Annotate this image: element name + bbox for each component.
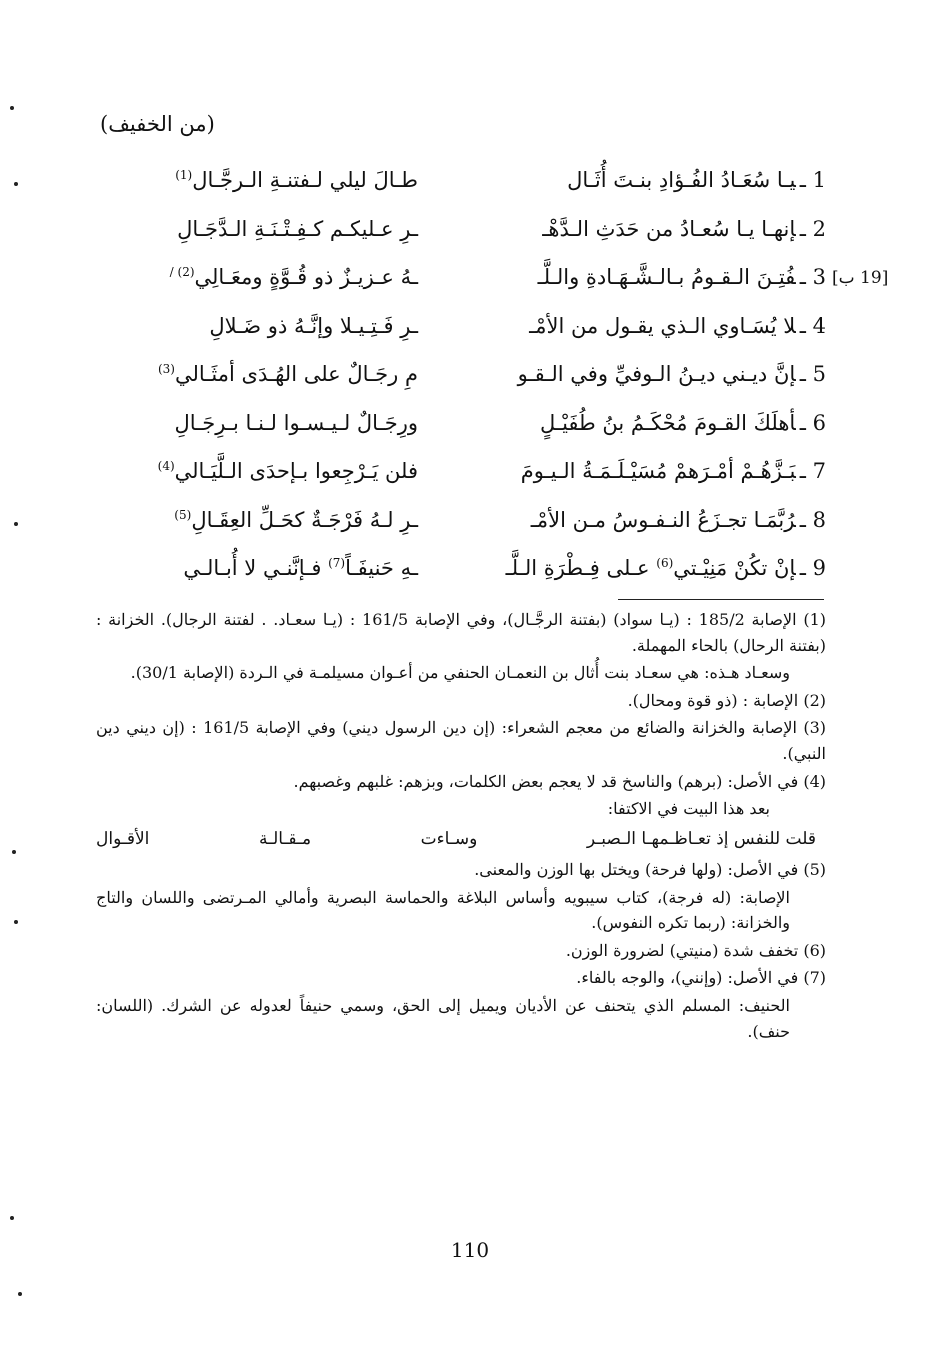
verse-number: 9 ـ — [799, 556, 826, 580]
footnote: (4) في الأصل: (برهم) والناسخ قد لا يعجم بعض الكلمات، وبزهم: غلبهم وغصبهم. — [293, 771, 826, 791]
quoted-verse-part: وسـاءت — [420, 828, 478, 849]
footnote-ref: (1) — [175, 168, 193, 182]
hemistich-text: ـرِ عـليكـم كـفِـتْـنَـةِ الـدَّجَـالِ — [177, 216, 418, 241]
verse-line — [98, 356, 826, 405]
first-hemistich — [466, 411, 826, 435]
hemistich-text: فلن يَـرْجِعوا بـإحدَى الـلَّيَـالي — [174, 459, 418, 483]
footnote: الحنيف: المسلم الذي يتحنف عن الأديان ويميل إلى الحق، وسمي حنيفاً لعدوله عن الشرك. (اللسان: حنف). — [96, 995, 791, 1041]
poem — [98, 162, 826, 599]
hemistich-text: يـا سُعَـادُ الفُـؤادِ بنـتَ أُثَـال — [567, 168, 796, 192]
footnote-ref: (4) — [157, 459, 175, 473]
footnote: (5) في الأصل: (ولها فرحة) ويختل بها الوزن والمعنى. — [474, 859, 826, 879]
scan-speck — [12, 850, 16, 854]
footnote: (6) تخفف شدة (منيتي) لضرورة الوزن. — [565, 940, 826, 960]
hemistich-text: ـهِ حَنيفَـاً — [345, 556, 418, 580]
verse-line — [98, 308, 826, 357]
footnote: (7) في الأصل: (وإنني)، والوجه بالفاء. — [576, 968, 826, 988]
first-hemistich — [466, 362, 826, 386]
hemistich-text: إنهـا يـا سُعـادُ من حَدَثِ الـدَّهْـ — [542, 216, 796, 241]
quoted-verse — [96, 826, 826, 853]
verse-line — [98, 502, 826, 551]
first-hemistich — [466, 217, 826, 241]
verse-number: 4 ـ — [799, 313, 826, 338]
second-hemistich — [98, 556, 418, 580]
hemistich-text: فـإنَّنـي لا أُبـالـي — [183, 556, 329, 580]
verse-number: 8 ـ — [799, 507, 826, 532]
verse-line — [98, 211, 826, 260]
verse-number: 1 ـ — [799, 168, 826, 192]
second-hemistich — [98, 314, 418, 338]
folio-marker: [19 ب] — [832, 268, 889, 288]
second-hemistich — [98, 217, 418, 241]
verse-line — [98, 162, 826, 211]
hemistich-text: ورِجَـالٌ لـيـسـوا لـنـا بـرِجَـالِ — [174, 410, 418, 435]
quoted-verse-part: مـقـالـة — [258, 828, 312, 849]
hemistich-text: رُبَّمَـا تجـزَعُ النـفـوسُ مـن الأمْـ — [530, 507, 796, 532]
first-hemistich — [466, 459, 826, 483]
hemistich-text: فُتِـنَ الـقـومُ بـالـشَّـهَـادةِ والـلَّـ — [537, 265, 796, 289]
second-hemistich — [98, 459, 418, 483]
scan-speck — [10, 106, 14, 110]
first-hemistich — [466, 556, 826, 580]
first-hemistich — [466, 168, 826, 192]
hemistich-text: بَـزَّهُـمْ أمْـرَهمْ مُسَيْـلَـمَـةُ الـيـومَ — [520, 459, 796, 483]
verse-line — [98, 550, 826, 599]
verse-line — [98, 405, 826, 454]
hemistich-text: عـلى فِـطْرَةِ الـلَّـ — [505, 556, 657, 580]
footnote: بعد هذا البيت في الاكتفا: — [607, 799, 770, 819]
verse-number: 2 ـ — [799, 216, 826, 241]
footnote: (3) الإصابة والخزانة والضائع من معجم الشعراء: (إن دين الرسول ديني) وفي الإصابة 161/5 : (إن ديني دين النبي). — [96, 718, 827, 763]
second-hemistich — [98, 411, 418, 435]
footnote-ref: (7) — [328, 556, 346, 570]
scan-speck — [10, 1216, 14, 1220]
footnote: (1) الإصابة 185/2 : (يـا سواد) (بفتنة الرجَّـال)، وفي الإصابة 161/5 : (يـا سعـاد. . لفتنة الرجال). الخزانة : (بفتنة الرحال) بالحاء المهملة. — [96, 610, 826, 655]
hemistich-text: ـرِ لـهُ فَرْجَـةٌ كحَـلِّ العِقَـالِ — [191, 507, 418, 532]
second-hemistich — [98, 168, 418, 192]
verse-number: 7 ـ — [799, 459, 826, 483]
footnote: وسعـاد هـذه: هي سعـاد بنت أُثال بن النعمـان الحنفي من أعـوان مسيلمـة في الـردة (الإصابة 30/1). — [130, 663, 790, 683]
scan-speck — [14, 182, 18, 186]
footnote: (2) الإصابة : (ذو قوة ومحال). — [627, 690, 826, 710]
scan-speck — [18, 1292, 22, 1296]
hemistich-text: لا يُسَـاوي الـذي يقـول من الأمْـ — [529, 313, 796, 338]
first-hemistich — [466, 508, 826, 532]
footnote-ref: (3) — [157, 362, 175, 376]
footnote-ref: (5) — [174, 507, 192, 522]
scan-speck — [14, 920, 18, 924]
page-number: 110 — [450, 1238, 490, 1262]
second-hemistich — [98, 362, 418, 386]
scan-speck — [14, 522, 18, 526]
footnote-ref: (6) — [656, 556, 674, 570]
hemistich-text: إنْ تكُنْ مَنِيْـتي — [673, 556, 796, 580]
hemistich-text: أهلَكَ القـومَ مُحْكَـمُ بنُ طُفَيْـلٍ — [540, 410, 796, 435]
footnote-rule — [618, 599, 824, 600]
verse-number: 3 ـ — [799, 265, 826, 289]
quoted-verse-part: قلت للنفس إذ تعـاظـمهـا الـصبـر — [586, 828, 816, 849]
verse-line — [98, 453, 826, 502]
hemistich-text: طـالَ ليلي لـفتنـةِ الـرجَّـال — [192, 168, 418, 192]
hemistich-text: مِ رجَـالٌ على الهُـدَى أمثَـالي — [174, 362, 418, 386]
footnote-ref: (2) / — [169, 265, 195, 279]
second-hemistich — [98, 265, 418, 289]
second-hemistich — [98, 508, 418, 532]
hemistich-text: ـهُ عـزيـزٌ ذو قُـوَّةٍ ومعَـالِي — [194, 265, 418, 289]
hemistich-text: إنَّ ديـني ديـنُ الـوفيِّ وفي الـقـو — [517, 362, 796, 386]
first-hemistich — [466, 265, 826, 289]
footnote: الإصابة: (له فرجة)، كتاب سيبويه وأساس البلاغة والحماسة البصرية وأمالي المـرتضى واللسان والتاج والخزانة: (ربما تكره النفوس). — [96, 887, 790, 933]
verse-number: 5 ـ — [799, 362, 826, 386]
verse-line — [98, 259, 826, 308]
meter-label: (من الخفيف) — [100, 112, 215, 136]
first-hemistich — [466, 314, 826, 338]
verse-number: 6 ـ — [799, 410, 826, 435]
footnotes — [96, 607, 826, 1046]
quoted-verse-part: الأقـوال — [96, 828, 150, 849]
hemistich-text: ـرِ فَـتِـيـلا وإنَّـهُ ذو ضَـلالِ — [209, 313, 418, 338]
